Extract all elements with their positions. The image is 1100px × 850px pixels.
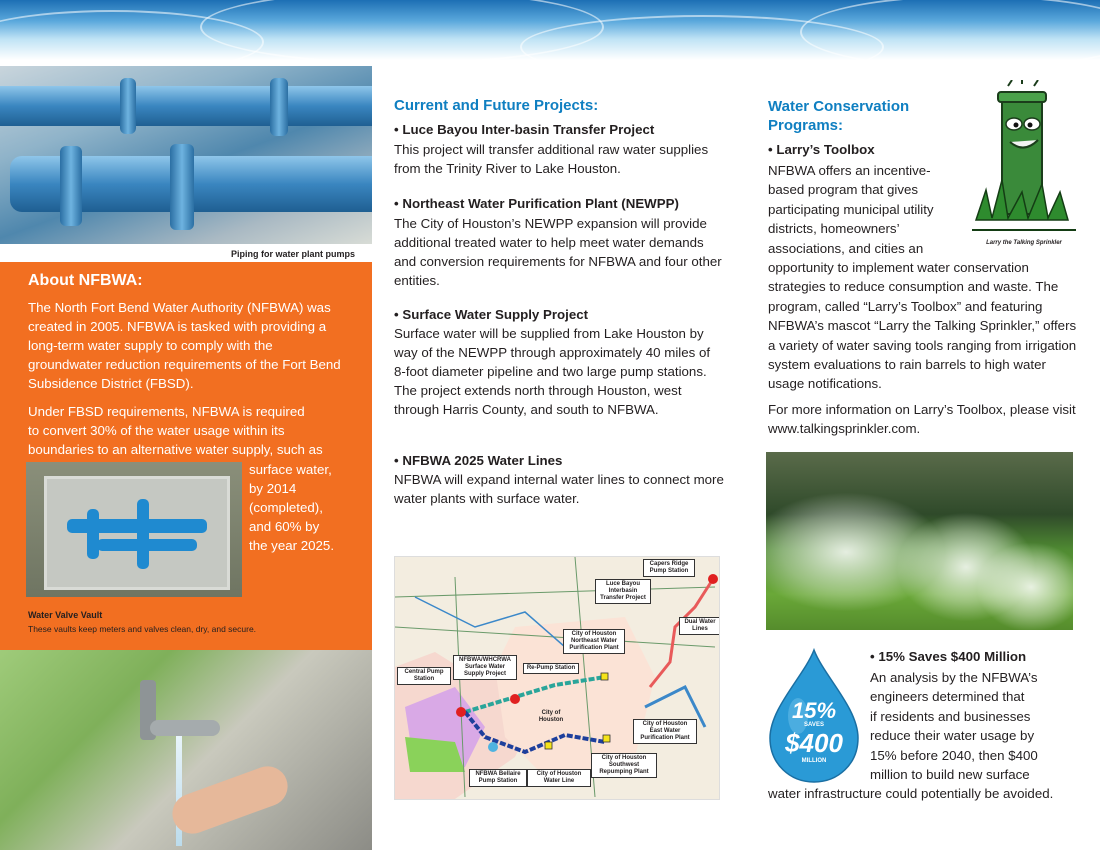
about-side-text [249, 460, 359, 555]
savings-heading: • 15% Saves $400 Million [870, 649, 1027, 664]
about-title: About NFBWA: [28, 272, 143, 289]
map-label: Capers Ridge Pump Station [643, 559, 695, 577]
pipes-photo [0, 66, 372, 244]
savings-line: reduce their water usage by [870, 728, 1035, 744]
larry-line: associations, and cities an [768, 240, 924, 256]
map-label: NFBWA/WHCRWA Surface Water Supply Project [453, 655, 517, 680]
larry-text-narrow [768, 161, 968, 258]
savings-text-narrow [870, 668, 1080, 784]
vault-caption-text: These vaults keep meters and valves clean, dry, and secure. [28, 624, 257, 634]
banner-wave [800, 0, 1100, 60]
conservation-title: Water Conservation Programs: [768, 98, 910, 134]
larry-line: participating municipal utility [768, 201, 934, 217]
water-banner [0, 0, 1100, 60]
map-label: City of Houston Northeast Water Purification Plant [563, 629, 625, 654]
map-label: Dual Water Lines [679, 617, 720, 635]
sprinkler-photo [766, 452, 1073, 630]
larry-sprinkler-icon [972, 80, 1076, 240]
project-text: Surface water will be supplied from Lake Houston by way of the NEWPP through approximately 40 miles of 8-foot diameter pipeline and two large pump stations. The project extends north through Houston, west through Harris County, and south to NFBWA. [394, 326, 711, 417]
map-label: Re-Pump Station [523, 663, 579, 674]
project-heading: • Surface Water Supply Project [394, 307, 589, 322]
savings-last-line: water infrastructure could potentially be avoided. [768, 786, 1054, 801]
faucet-photo [0, 650, 372, 850]
savings-line: An analysis by the NFBWA’s [870, 670, 1038, 685]
larry-caption: Larry the Talking Sprinkler [986, 240, 1062, 246]
larry-mascot [972, 80, 1076, 240]
about-line: boundaries to an alternative water supply, such as [28, 442, 323, 457]
about-side-line: by 2014 [249, 481, 297, 496]
more-info-text: For more information on Larry’s Toolbox, please visit www.talkingsprinkler.com. [768, 402, 1076, 437]
drop-amount: $400 [785, 728, 843, 758]
projects-title: Current and Future Projects: [394, 97, 599, 114]
about-side-line: and 60% by [249, 519, 320, 534]
about-paragraph-1: The North Fort Bend Water Authority (NFBWA) was created in 2005. NFBWA is tasked with providing a long-term water supply to comply with the groundwater reduction requirements of the Fort Bend Subsidence District (FBSD). [28, 300, 341, 391]
about-line: to convert 30% of the water usage within its [28, 423, 285, 438]
drop-million: MILLION [801, 758, 827, 764]
larry-line: based program that gives [768, 182, 919, 198]
vault-caption-title: Water Valve Vault [28, 610, 103, 620]
project-heading: • Northeast Water Purification Plant (NEWPP) [394, 196, 679, 211]
project-heading: • Luce Bayou Inter-basin Transfer Project [394, 122, 655, 137]
drop-percent: 15% [791, 698, 837, 723]
savings-line: engineers determined that [870, 689, 1025, 705]
about-side-line: (completed), [249, 500, 323, 515]
larry-heading: • Larry’s Toolbox [768, 142, 875, 157]
about-side-line: the year 2025. [249, 538, 335, 553]
project-text: NFBWA will expand internal water lines to connect more water plants with surface water. [394, 472, 724, 506]
larry-text: opportunity to implement water conservation strategies to reduce consumption and waste. The program, called “Larry’s Toolbox” and featuring NFBWA’s mascot “Larry the Talking Sprinkler,” offers a variety of water saving tools ranging from irrigation system evaluations to rain barrels to high water usage notifications. [768, 260, 1077, 392]
project-map [394, 556, 720, 800]
savings-line: if residents and businesses [870, 708, 1031, 724]
project-text: This project will transfer additional raw water supplies from the Trinity River to Lake Houston. [394, 142, 709, 176]
about-paragraph-2 [28, 402, 368, 459]
larry-line: districts, homeowners’ [768, 221, 900, 237]
pipes-caption: Piping for water plant pumps [230, 249, 355, 259]
vault-photo [26, 462, 242, 597]
map-label: NFBWA Bellaire Pump Station [469, 769, 527, 787]
project-heading: • NFBWA 2025 Water Lines [394, 453, 563, 468]
about-side-line: surface water, [249, 462, 332, 477]
map-label: City of Houston Water Line [527, 769, 591, 787]
savings-line: 15% before 2040, then $400 [870, 747, 1038, 763]
map-label: City of Houston [538, 710, 564, 723]
map-label: Central Pump Station [397, 667, 451, 685]
map-label: City of Houston East Water Purification Plant [633, 719, 697, 744]
larry-line: NFBWA offers an incentive- [768, 163, 931, 178]
savings-drop [764, 646, 864, 786]
map-label: Luce Bayou Interbasin Transfer Project [595, 579, 651, 604]
about-line: Under FBSD requirements, NFBWA is required [28, 404, 305, 419]
drop-saves: SAVES [804, 722, 824, 728]
project-text: The City of Houston’s NEWPP expansion will provide additional treated water to help meet water demands and conversion requirements for NFBWA and four other entities. [394, 216, 722, 288]
pipes-caption-bar [0, 244, 372, 262]
map-label: City of Houston Southwest Repumping Plant [591, 753, 657, 778]
savings-line: million to build new surface [870, 767, 1030, 783]
